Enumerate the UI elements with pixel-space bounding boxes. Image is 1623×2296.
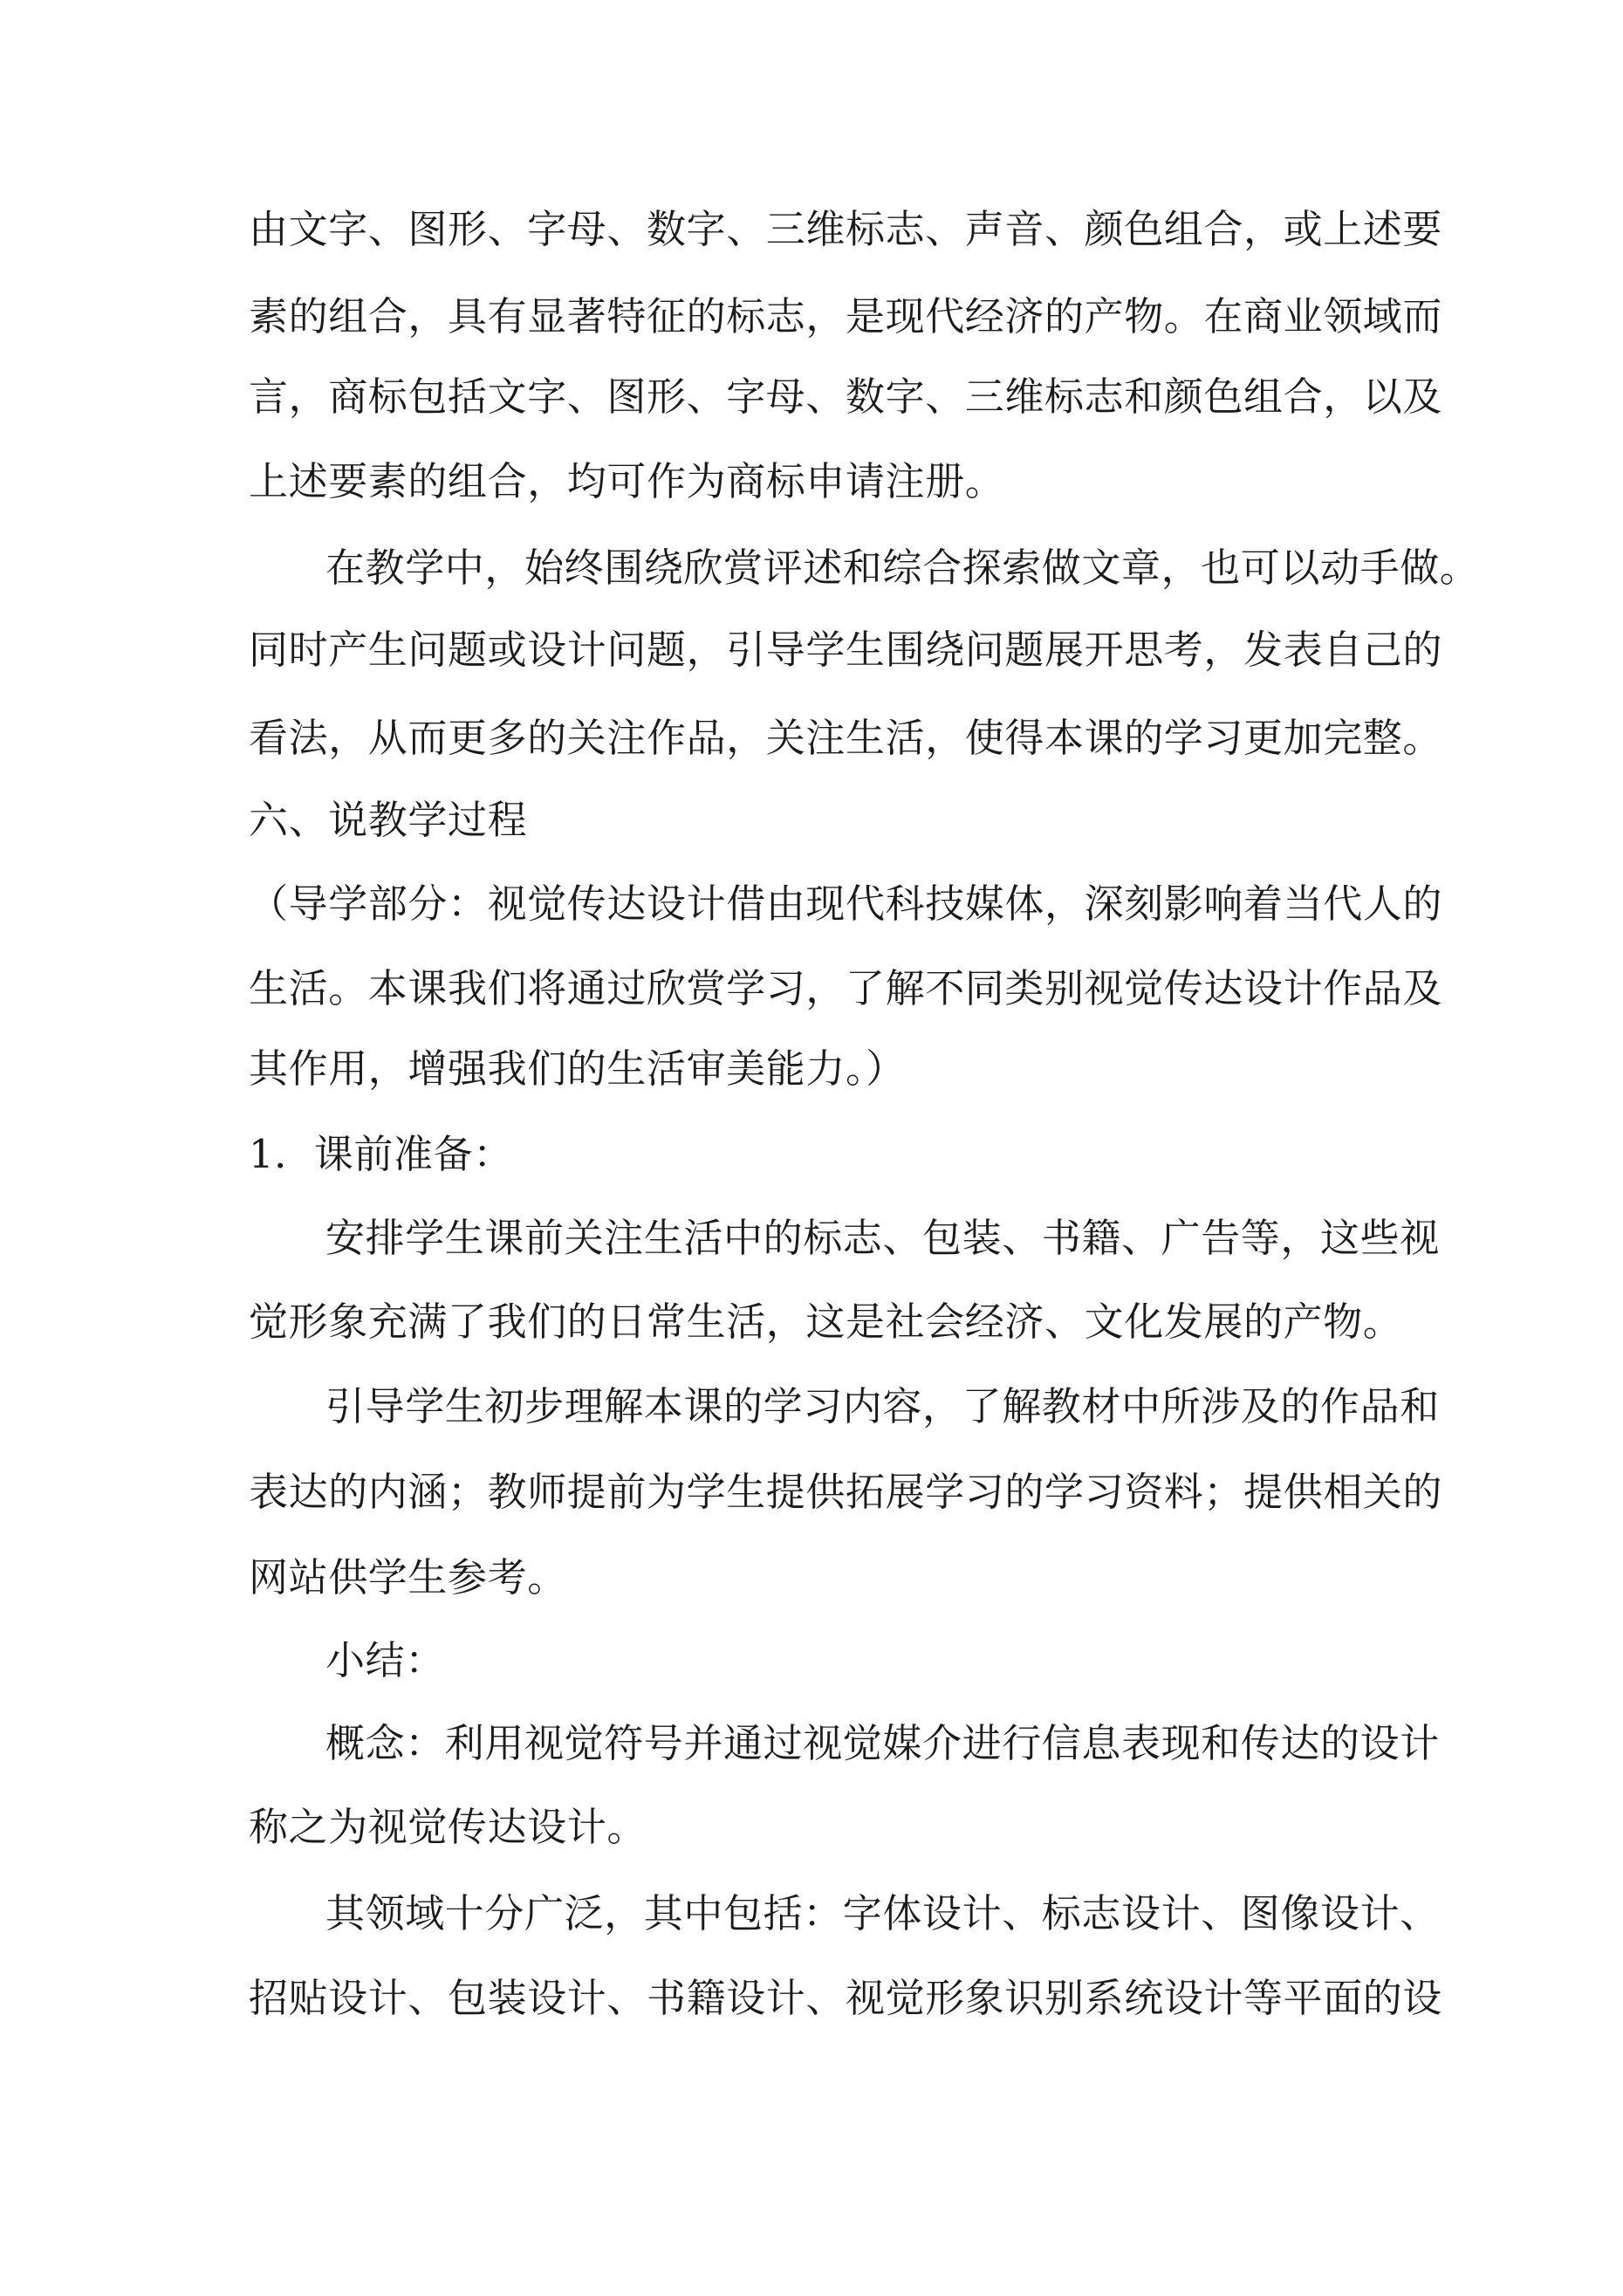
- text-line: 网站供学生参考。: [249, 1554, 567, 1600]
- text-line: 表达的内涵；教师提前为学生提供拓展学习的学习资料；提供相关的: [249, 1469, 1443, 1515]
- text-line: 上述要素的组合，均可作为商标申请注册。: [249, 458, 1005, 504]
- text-line: 在教学中，始终围绕欣赏评述和综合探索做文章，也可以动手做。: [325, 545, 1480, 591]
- text-line: 引导学生初步理解本课的学习内容，了解教材中所涉及的作品和: [325, 1383, 1440, 1429]
- text-line: 觉形象充满了我们的日常生活，这是社会经济、文化发展的产物。: [249, 1299, 1403, 1345]
- section-heading: 六、说教学过程: [249, 797, 528, 843]
- text-line: 同时产生问题或设计问题，引导学生围绕问题展开思考，发表自己的: [249, 627, 1443, 673]
- text-line: 概念：利用视觉符号并通过视觉媒介进行信息表现和传达的设计: [325, 1720, 1440, 1766]
- text-line: 看法，从而更多的关注作品，关注生活，使得本课的学习更加完整。: [249, 715, 1443, 761]
- text-line: （导学部分：视觉传达设计借由现代科技媒体，深刻影响着当代人的: [249, 881, 1443, 927]
- text-line: 素的组合，具有显著特征的标志，是现代经济的产物。在商业领域而: [249, 293, 1443, 339]
- text-line: 安排学生课前关注生活中的标志、包装、书籍、广告等，这些视: [325, 1215, 1440, 1261]
- text-line: 其领域十分广泛，其中包括：字体设计、标志设计、图像设计、: [325, 1890, 1440, 1936]
- text-line: 小结：: [325, 1637, 445, 1683]
- text-line: 生活。本课我们将通过欣赏学习，了解不同类别视觉传达设计作品及: [249, 965, 1443, 1011]
- text-line: 称之为视觉传达设计。: [249, 1804, 647, 1850]
- text-line: 其作用，增强我们的生活审美能力。）: [249, 1045, 906, 1092]
- text-line: 由文字、图形、字母、数字、三维标志、声音、颜色组合，或上述要: [249, 206, 1443, 252]
- text-line: 招贴设计、包装设计、书籍设计、视觉形象识别系统设计等平面的设: [249, 1975, 1443, 2021]
- text-line: 言，商标包括文字、图形、字母、数字、三维标志和颜色组合，以及: [249, 374, 1443, 420]
- subheading: 1．课前准备：: [249, 1131, 513, 1177]
